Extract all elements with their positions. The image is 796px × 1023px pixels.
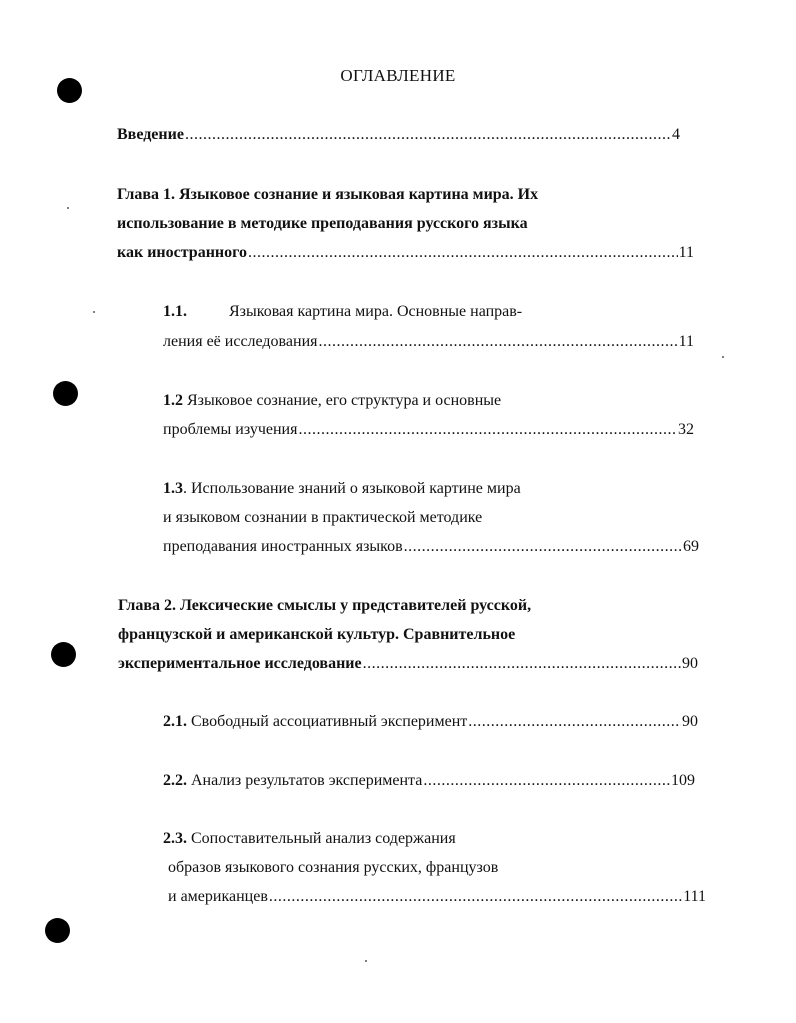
toc-leader-dots <box>269 886 682 908</box>
toc-page-number: 11 <box>678 244 694 261</box>
toc-leader-dots <box>318 331 677 353</box>
punch-hole-3 <box>51 642 76 667</box>
section-number: 1.2 <box>163 392 183 409</box>
toc-page-number: 90 <box>682 713 698 730</box>
toc-leader-dots <box>185 124 671 146</box>
toc-entry-label: проблемы изучения <box>163 421 298 438</box>
section-number: 1.1. <box>163 303 187 320</box>
toc-entry-chapter-1[interactable] <box>117 242 694 264</box>
toc-leader-dots <box>363 653 681 675</box>
section-title: Сопоставительный анализ содержания <box>191 830 456 847</box>
toc-entry-label <box>163 770 422 792</box>
toc-entry-section-1-3[interactable] <box>163 536 699 558</box>
section-title: Языковое сознание, его структура и основные <box>187 392 502 409</box>
section-number: 2.2. <box>163 772 187 789</box>
toc-page-number: 90 <box>682 655 698 672</box>
toc-leader-dots <box>298 419 677 441</box>
section-1-2-first-line <box>163 390 501 412</box>
scan-speck <box>722 356 724 358</box>
chapter-1-title-line: использование в методике преподавания русского языка <box>117 215 528 232</box>
chapter-2-title-line: Глава 2. Лексические смыслы у представителей русской, <box>118 597 532 614</box>
section-number: 1.3 <box>163 480 183 497</box>
section-number: 2.1. <box>163 713 187 730</box>
toc-page-number: 109 <box>671 772 695 789</box>
toc-entry-label: и американцев <box>168 888 268 905</box>
punch-hole-4 <box>45 918 70 943</box>
toc-entry-label: преподавания иностранных языков <box>163 538 403 555</box>
toc-leader-dots <box>248 242 678 264</box>
toc-entry-label: как иностранного <box>117 244 247 261</box>
section-2-3-line: образов языкового сознания русских, французов <box>168 859 499 876</box>
section-title: Анализ результатов эксперимента <box>191 772 423 789</box>
section-1-3-first-line <box>163 478 521 500</box>
toc-leader-dots <box>423 770 670 792</box>
scan-speck <box>93 311 95 313</box>
toc-entry-label: экспериментальное исследование <box>118 655 362 672</box>
section-1-3-line: и языковом сознании в практической методике <box>163 509 483 526</box>
punch-hole-2 <box>53 381 78 406</box>
toc-entry-section-1-2[interactable] <box>163 419 694 441</box>
chapter-1-title-line: Глава 1. Языковое сознание и языковая картина мира. Их <box>117 186 539 203</box>
toc-leader-dots <box>404 536 682 558</box>
toc-entry-section-2-2[interactable] <box>163 770 695 792</box>
section-title: Свободный ассоциативный эксперимент <box>191 713 468 730</box>
section-title: Языковая картина мира. Основные направ- <box>229 303 523 320</box>
page-title: ОГЛАВЛЕНИЕ <box>340 66 456 85</box>
toc-page-number: 111 <box>683 888 706 905</box>
toc-entry-label: ления её исследования <box>163 333 318 350</box>
section-2-3-first-line <box>163 828 456 850</box>
toc-entry-intro[interactable] <box>117 124 680 146</box>
toc-entry-section-1-1[interactable] <box>163 331 694 353</box>
chapter-2-title-line: французской и американской культур. Сравнительное <box>118 626 516 643</box>
section-1-1-first-line <box>163 301 522 323</box>
toc-entry-section-2-3[interactable] <box>168 886 706 908</box>
section-title: . Использование знаний о языковой картине мира <box>183 480 521 497</box>
toc-entry-chapter-2[interactable] <box>118 653 698 675</box>
scan-speck <box>67 207 69 209</box>
toc-page-number: 69 <box>683 538 699 555</box>
toc-leader-dots <box>468 711 681 733</box>
toc-page-number: 11 <box>678 333 694 350</box>
toc-entry-section-2-1[interactable] <box>163 711 698 733</box>
toc-entry-label: Введение <box>117 126 184 143</box>
toc-entry-label <box>163 711 467 733</box>
toc-page-number: 32 <box>678 421 694 438</box>
scan-speck <box>365 960 367 962</box>
toc-page-number: 4 <box>672 126 680 143</box>
section-number: 2.3. <box>163 830 187 847</box>
